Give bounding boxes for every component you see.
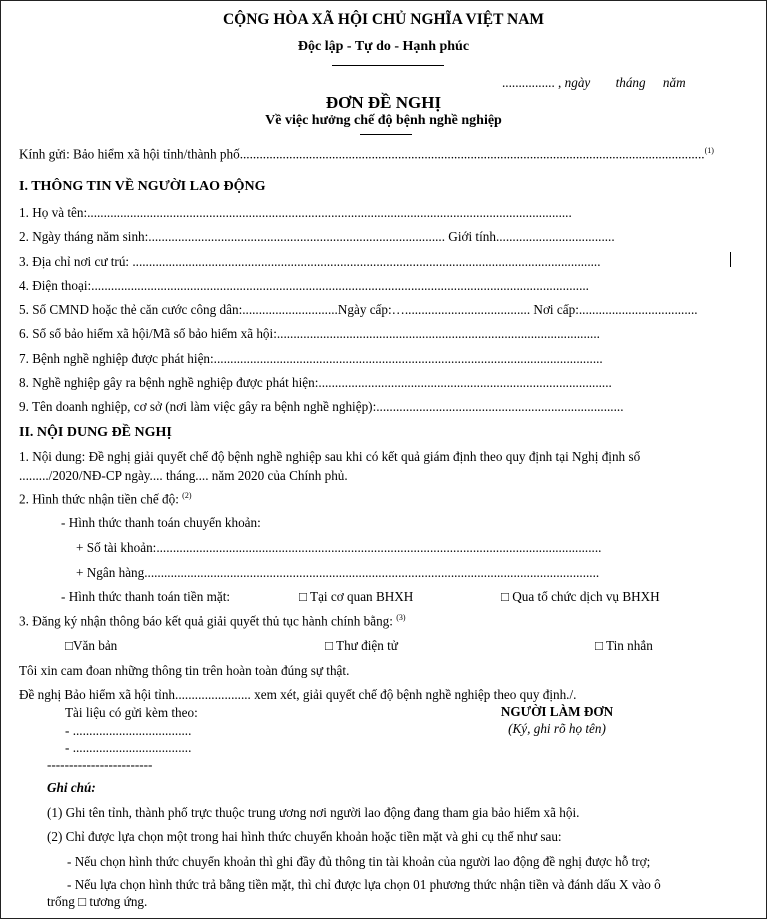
field-bank-name[interactable]: + Ngân hàng.......................................................................................................................................... — [76, 565, 600, 580]
section-1-heading: I. THÔNG TIN VỀ NGƯỜI LAO ĐỘNG — [19, 179, 266, 194]
recipient-line[interactable] — [19, 146, 714, 162]
form-subtitle: Về việc hưởng chế độ bệnh nghề nghiệp — [265, 113, 502, 128]
date-line[interactable] — [502, 75, 686, 90]
notify-option-sms[interactable]: □ Tin nhắn — [595, 638, 653, 653]
content-line-2: ........./2020/NĐ-CP ngày.... tháng.... năm 2020 của Chính phủ. — [19, 468, 348, 483]
text-cursor — [730, 252, 731, 267]
attachment-line-2[interactable]: - .................................... — [65, 740, 192, 755]
separator-line: ------------------------ — [47, 757, 153, 772]
notification-line — [19, 613, 406, 629]
date-year: năm — [662, 75, 686, 90]
notify-option-email[interactable]: □ Thư điện tử — [325, 638, 398, 653]
note-2b-line-2: trống □ tương ứng. — [47, 894, 148, 909]
date-day: ngày — [564, 75, 591, 90]
notes-heading: Ghi chú: — [47, 780, 96, 795]
cash-option-bhxh-office[interactable]: □ Tại cơ quan BHXH — [299, 589, 414, 604]
field-phone[interactable]: 4. Điện thoại:....................................................................................................................................................... — [19, 278, 589, 293]
transfer-label: - Hình thức thanh toán chuyển khoản: — [61, 515, 261, 530]
date-place: ................ , — [502, 75, 565, 90]
payment-method-footnote: (2) — [182, 491, 192, 500]
field-full-name[interactable]: 1. Họ và tên:................................................................................................................................................... — [19, 205, 572, 220]
note-2: (2) Chỉ được lựa chọn một trong hai hình thức chuyển khoản hoặc tiền mặt và ghi cụ thể như sau: — [47, 829, 562, 844]
cash-option-service-org[interactable]: □ Qua tổ chức dịch vụ BHXH — [501, 589, 660, 604]
recipient-text: Kính gửi: Bảo hiểm xã hội tỉnh/thành phố............................................................................................................................................. — [19, 146, 705, 162]
signer-note: (Ký, ghi rõ họ tên) — [508, 721, 606, 736]
national-title: CỘNG HÒA XÃ HỘI CHỦ NGHĨA VIỆT NAM — [222, 11, 545, 28]
field-enterprise[interactable]: 9. Tên doanh nghiệp, cơ sở (nơi làm việc gây ra bệnh nghề nghiệp):........................................................................... — [19, 399, 624, 414]
form-title: ĐƠN ĐỀ NGHỊ — [325, 93, 442, 112]
motto-underline — [332, 65, 444, 66]
commitment-text: Tôi xin cam đoan những thông tin trên hoàn toàn đúng sự thật. — [19, 663, 350, 678]
payment-method-label: 2. Hình thức nhận tiền chế độ: — [19, 491, 183, 507]
field-address[interactable]: 3. Địa chỉ nơi cư trú: .............................................................................................................................................. — [19, 254, 601, 269]
signer-title: NGƯỜI LÀM ĐƠN — [500, 704, 614, 719]
request-text: Đề nghị Bảo hiểm xã hội tỉnh....................... xem xét, giải quyết chế độ bệnh nghề nghiệp theo quy định./. — [19, 687, 577, 702]
date-month: tháng — [615, 75, 646, 90]
field-disease[interactable]: 7. Bệnh nghề nghiệp được phát hiện:...................................................................................................................... — [19, 351, 603, 366]
section-2-heading: II. NỘI DUNG ĐỀ NGHỊ — [19, 425, 172, 440]
attachments-label: Tài liệu có gửi kèm theo: — [65, 705, 198, 720]
payment-method-line — [19, 491, 192, 507]
field-occupation[interactable]: 8. Nghề nghiệp gây ra bệnh nghề nghiệp được phát hiện:......................................................................................... — [19, 375, 612, 390]
motto: Độc lập - Tự do - Hạnh phúc — [297, 39, 470, 54]
field-social-insurance[interactable]: 6. Số sổ bảo hiểm xã hội/Mã số bảo hiểm xã hội:.................................................................................................. — [19, 326, 600, 341]
title-underline — [360, 134, 412, 135]
recipient-footnote: (1) — [704, 146, 714, 155]
content-line-1: 1. Nội dung: Đề nghị giải quyết chế độ bệnh nghề nghiệp sau khi có kết quả giám định theo quy định tại Nghị định số — [19, 449, 641, 464]
notification-footnote: (3) — [396, 613, 406, 622]
attachment-line-1[interactable]: - .................................... — [65, 723, 192, 738]
note-2a: - Nếu chọn hình thức chuyển khoản thì ghi đầy đủ thông tin tài khoản của người lao động đề nghị được hỗ trợ; — [67, 854, 651, 869]
field-dob-gender[interactable]: 2. Ngày tháng năm sinh:.......................................................................................... Giới tính.................................... — [19, 229, 615, 244]
notification-label: 3. Đăng ký nhận thông báo kết quả giải quyết thủ tục hành chính bằng: — [19, 613, 397, 629]
field-account-number[interactable]: + Số tài khoản:....................................................................................................................................... — [76, 540, 602, 555]
cash-label: - Hình thức thanh toán tiền mặt: — [61, 589, 231, 604]
notify-option-document[interactable]: □Văn bản — [65, 638, 118, 653]
note-2b-line-1: - Nếu lựa chọn hình thức trả bằng tiền mặt, thì chỉ được lựa chọn 01 phương thức nhận tiền và đánh dấu X vào ô — [67, 877, 661, 892]
note-1: (1) Ghi tên tỉnh, thành phố trực thuộc trung ương nơi người lao động đang tham gia bảo hiểm xã hội. — [47, 805, 580, 820]
field-id-card[interactable]: 5. Số CMND hoặc thẻ căn cước công dân:.............................Ngày cấp:…...................................... Nơi cấp:.................................... — [19, 302, 698, 317]
